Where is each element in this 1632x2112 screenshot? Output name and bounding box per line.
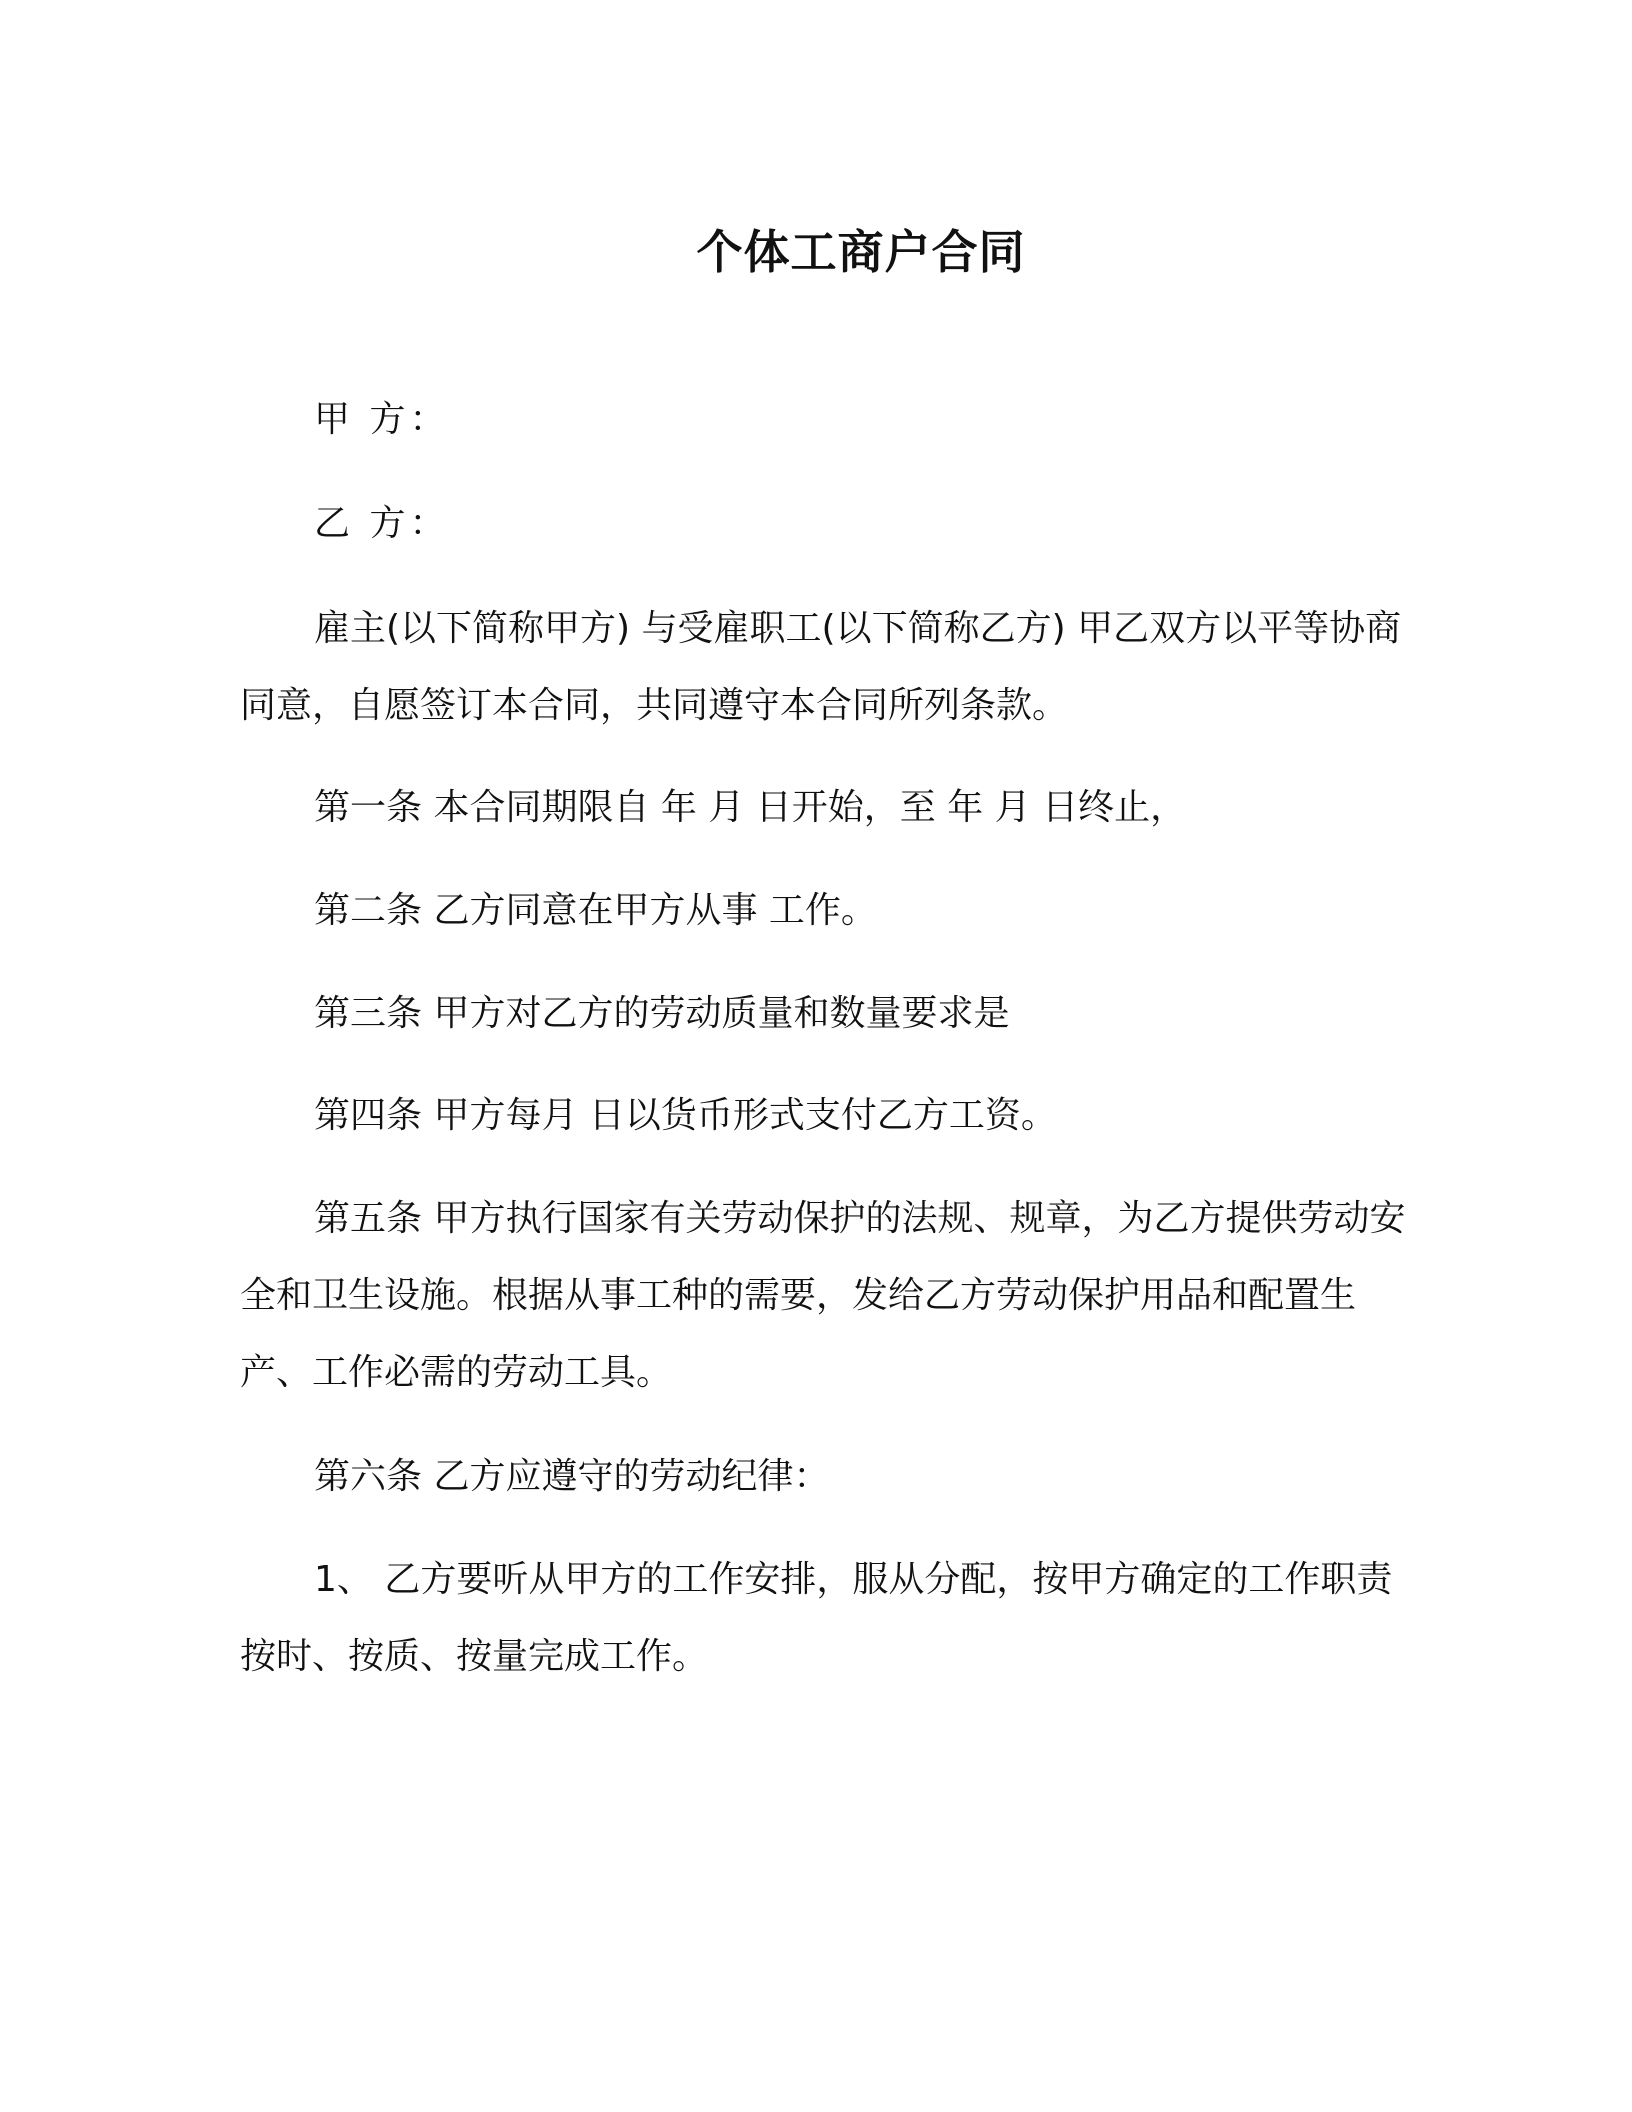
party-b-line: 乙 方：: [314, 503, 450, 544]
article-4: 第四条 甲方每月 日以货币形式支付乙方工资。: [314, 1095, 1057, 1136]
article-3: 第三条 甲方对乙方的劳动质量和数量要求是: [314, 993, 1010, 1034]
party-a-line: 甲 方：: [314, 399, 450, 440]
article-6-item-1: 1、 乙方要听从甲方的工作安排，服从分配，按甲方确定的工作职责按时、按质、按量完成工作。: [240, 1559, 1393, 1677]
article-1: 第一条 本合同期限自 年 月 日开始，至 年 月 日终止，: [314, 787, 1187, 828]
intro-paragraph: 雇主(以下简称甲方) 与受雇职工(以下简称乙方) 甲乙双方以平等协商同意，自愿签订本合同，共同遵守本合同所列条款。: [240, 608, 1402, 726]
article-5: 第五条 甲方执行国家有关劳动保护的法规、规章，为乙方提供劳动安全和卫生设施。根据从事工种的需要，发给乙方劳动保护用品和配置生产、工作必需的劳动工具。: [240, 1198, 1406, 1393]
article-2: 第二条 乙方同意在甲方从事 工作。: [314, 890, 877, 931]
document-title: 个体工商户合同: [696, 225, 1026, 279]
article-6: 第六条 乙方应遵守的劳动纪律：: [314, 1456, 830, 1497]
